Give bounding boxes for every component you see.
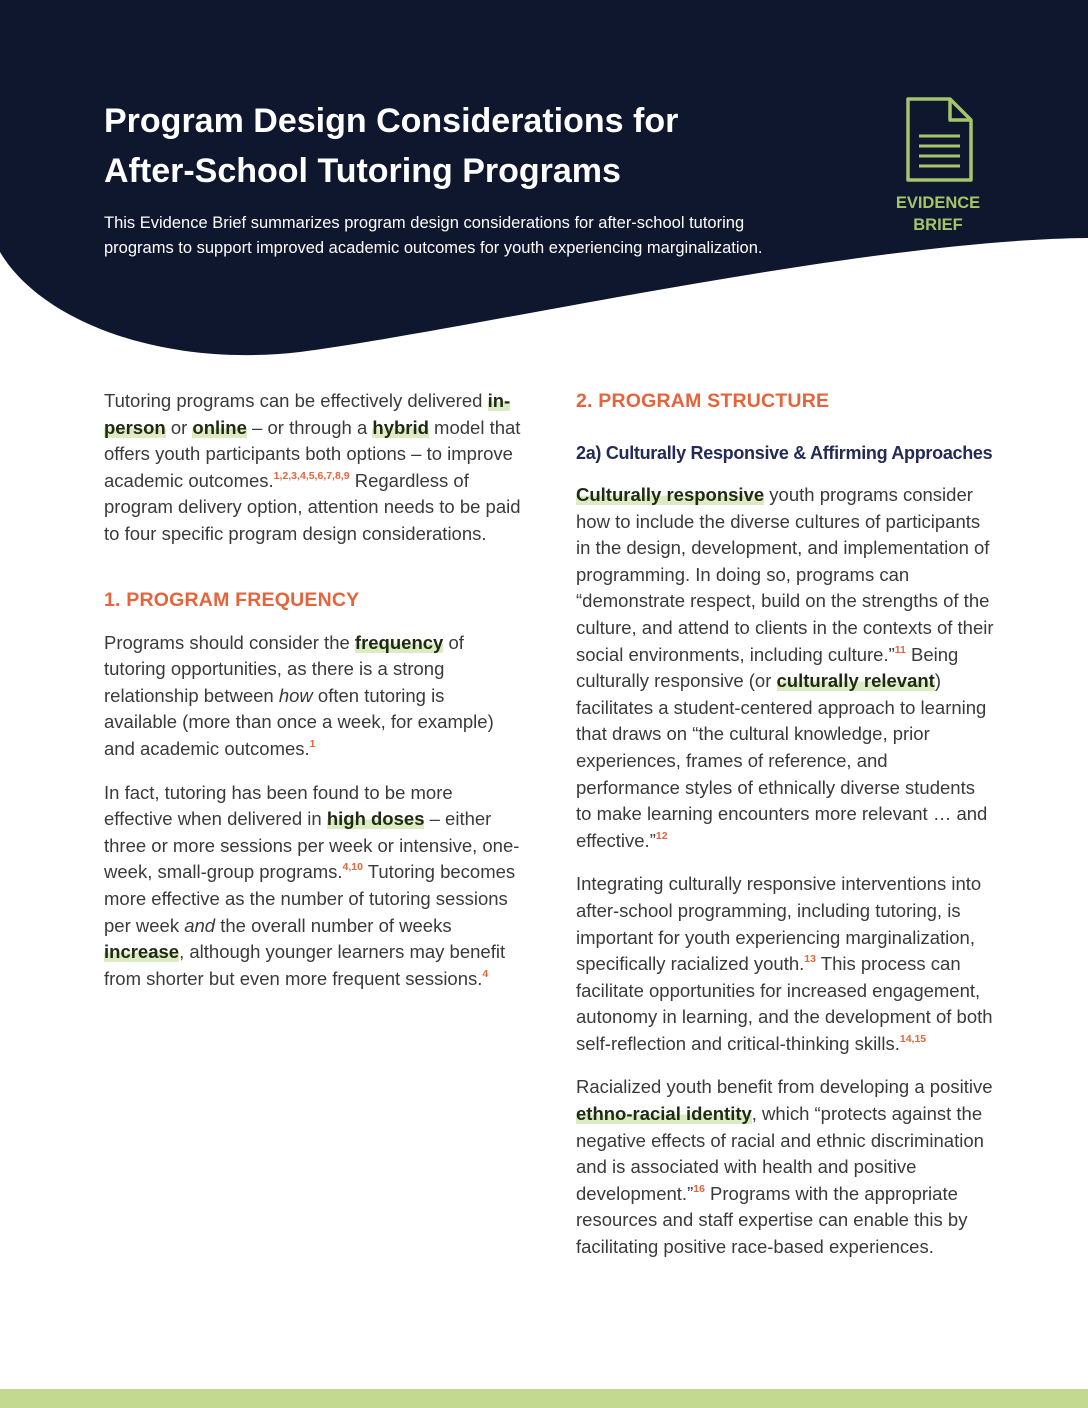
reference-marker: 1,2,3,4,5,6,7,8,9: [273, 469, 350, 482]
badge-line-1: EVIDENCE: [895, 194, 981, 212]
frequency-paragraph-2: In fact, tutoring has been found to be more effective when delivered in high doses – either three or more sessions per week or intensive, one-week, small-group programs.$^{4,10}$ Tutoring becomes more effective as the number of tutoring sessions per week and the overall number of weeks increase, although younger learners may benefit from shorter but even more frequent sessions.$^4$: [104, 781, 520, 989]
subtitle-line-1: This Evidence Brief summarizes program design considerations for after-school tutoring: [104, 214, 745, 232]
highlight-term: Culturally responsive: [576, 484, 765, 505]
structure-paragraph-1: Culturally responsive youth programs consider how to include the diverse cultures of participants in the design, development, and implementation of programming. In doing so, programs can “demonstrate respect, build on the strengths of the culture, and attend to clients in the contexts of their social environments, including culture.”$^{11}$ Being culturally responsive (or culturally relevant) facilitates a student-centered approach to learning that draws on “the cultural knowledge, prior experiences, frames of reference, and performance styles of ethnically diverse students to make learning encounters more relevant … and effective.”$^{12}$: [576, 484, 994, 851]
footer-bar: [0, 1389, 1088, 1408]
badge-line-2: BRIEF: [913, 216, 963, 234]
reference-marker: 16: [693, 1182, 705, 1195]
reference-marker: 1: [309, 737, 316, 750]
reference-marker: 14,15: [899, 1032, 927, 1045]
subtitle-line-2: programs to support improved academic outcomes for youth experiencing marginalization.: [104, 239, 763, 257]
document-icon: [903, 96, 975, 184]
intro-paragraph: Tutoring programs can be effectively delivered in-person or online – or through a hybrid model that offers youth participants both options – to improve academic outcomes.$^{1,2,3,4,5,6,7,8,9}$ Regardless of program delivery option, attention needs to be paid to four specific program design considerations.: [104, 390, 521, 544]
highlight-term: increase: [104, 941, 180, 963]
structure-paragraph-2: Integrating culturally responsive interventions into after-school programming, including tutoring, is important for youth experiencing marginalization, specifically racialized youth.$^{13}$ This process can facilitate opportunities for increased engagement, autonomy in learning, and the development of both self-reflection and critical-thinking skills.$^{14,15}$: [576, 873, 993, 1054]
reference-marker: 11: [894, 643, 906, 656]
title-line-1: Program Design Considerations for: [104, 102, 679, 140]
evidence-brief-badge: [878, 192, 998, 236]
highlight-term: culturally relevant: [776, 670, 935, 692]
page-title: [104, 96, 804, 196]
highlight-term: ethno-racial identity: [576, 1103, 752, 1125]
highlight-term: high doses: [326, 808, 425, 830]
highlight-term: frequency: [354, 631, 444, 653]
section-heading-frequency: 1. PROGRAM FREQUENCY: [104, 588, 360, 611]
frequency-paragraph-1: Programs should consider the frequency of tutoring opportunities, as there is a strong relationship between how often tutoring is available (more than once a week, for example) and academic outcomes.$^1$: [104, 631, 494, 759]
reference-marker: 4: [482, 967, 489, 980]
right-column: [576, 388, 994, 1278]
subsection-heading: 2a) Culturally Responsive & Affirming Approaches: [576, 443, 993, 463]
reference-marker: 4,10: [342, 861, 363, 874]
highlight-term: hybrid: [372, 416, 429, 438]
reference-marker: 13: [804, 953, 816, 966]
structure-paragraph-3: Racialized youth benefit from developing a positive ethno-racial identity, which “protects against the negative effects of racial and ethnic discrimination and is associated with health and positive development.”$^{16}$ Programs with the appropriate resources and staff expertise can enable this by facilitating positive race-based experiences.: [576, 1076, 993, 1258]
section-heading-structure: 2. PROGRAM STRUCTURE: [576, 390, 830, 412]
highlight-term: online: [192, 416, 247, 438]
highlight-term: in-person: [104, 390, 511, 438]
left-column: [104, 388, 522, 1009]
title-line-2: After-School Tutoring Programs: [104, 152, 621, 190]
page-subtitle: [104, 211, 824, 261]
reference-marker: 12: [655, 829, 668, 842]
